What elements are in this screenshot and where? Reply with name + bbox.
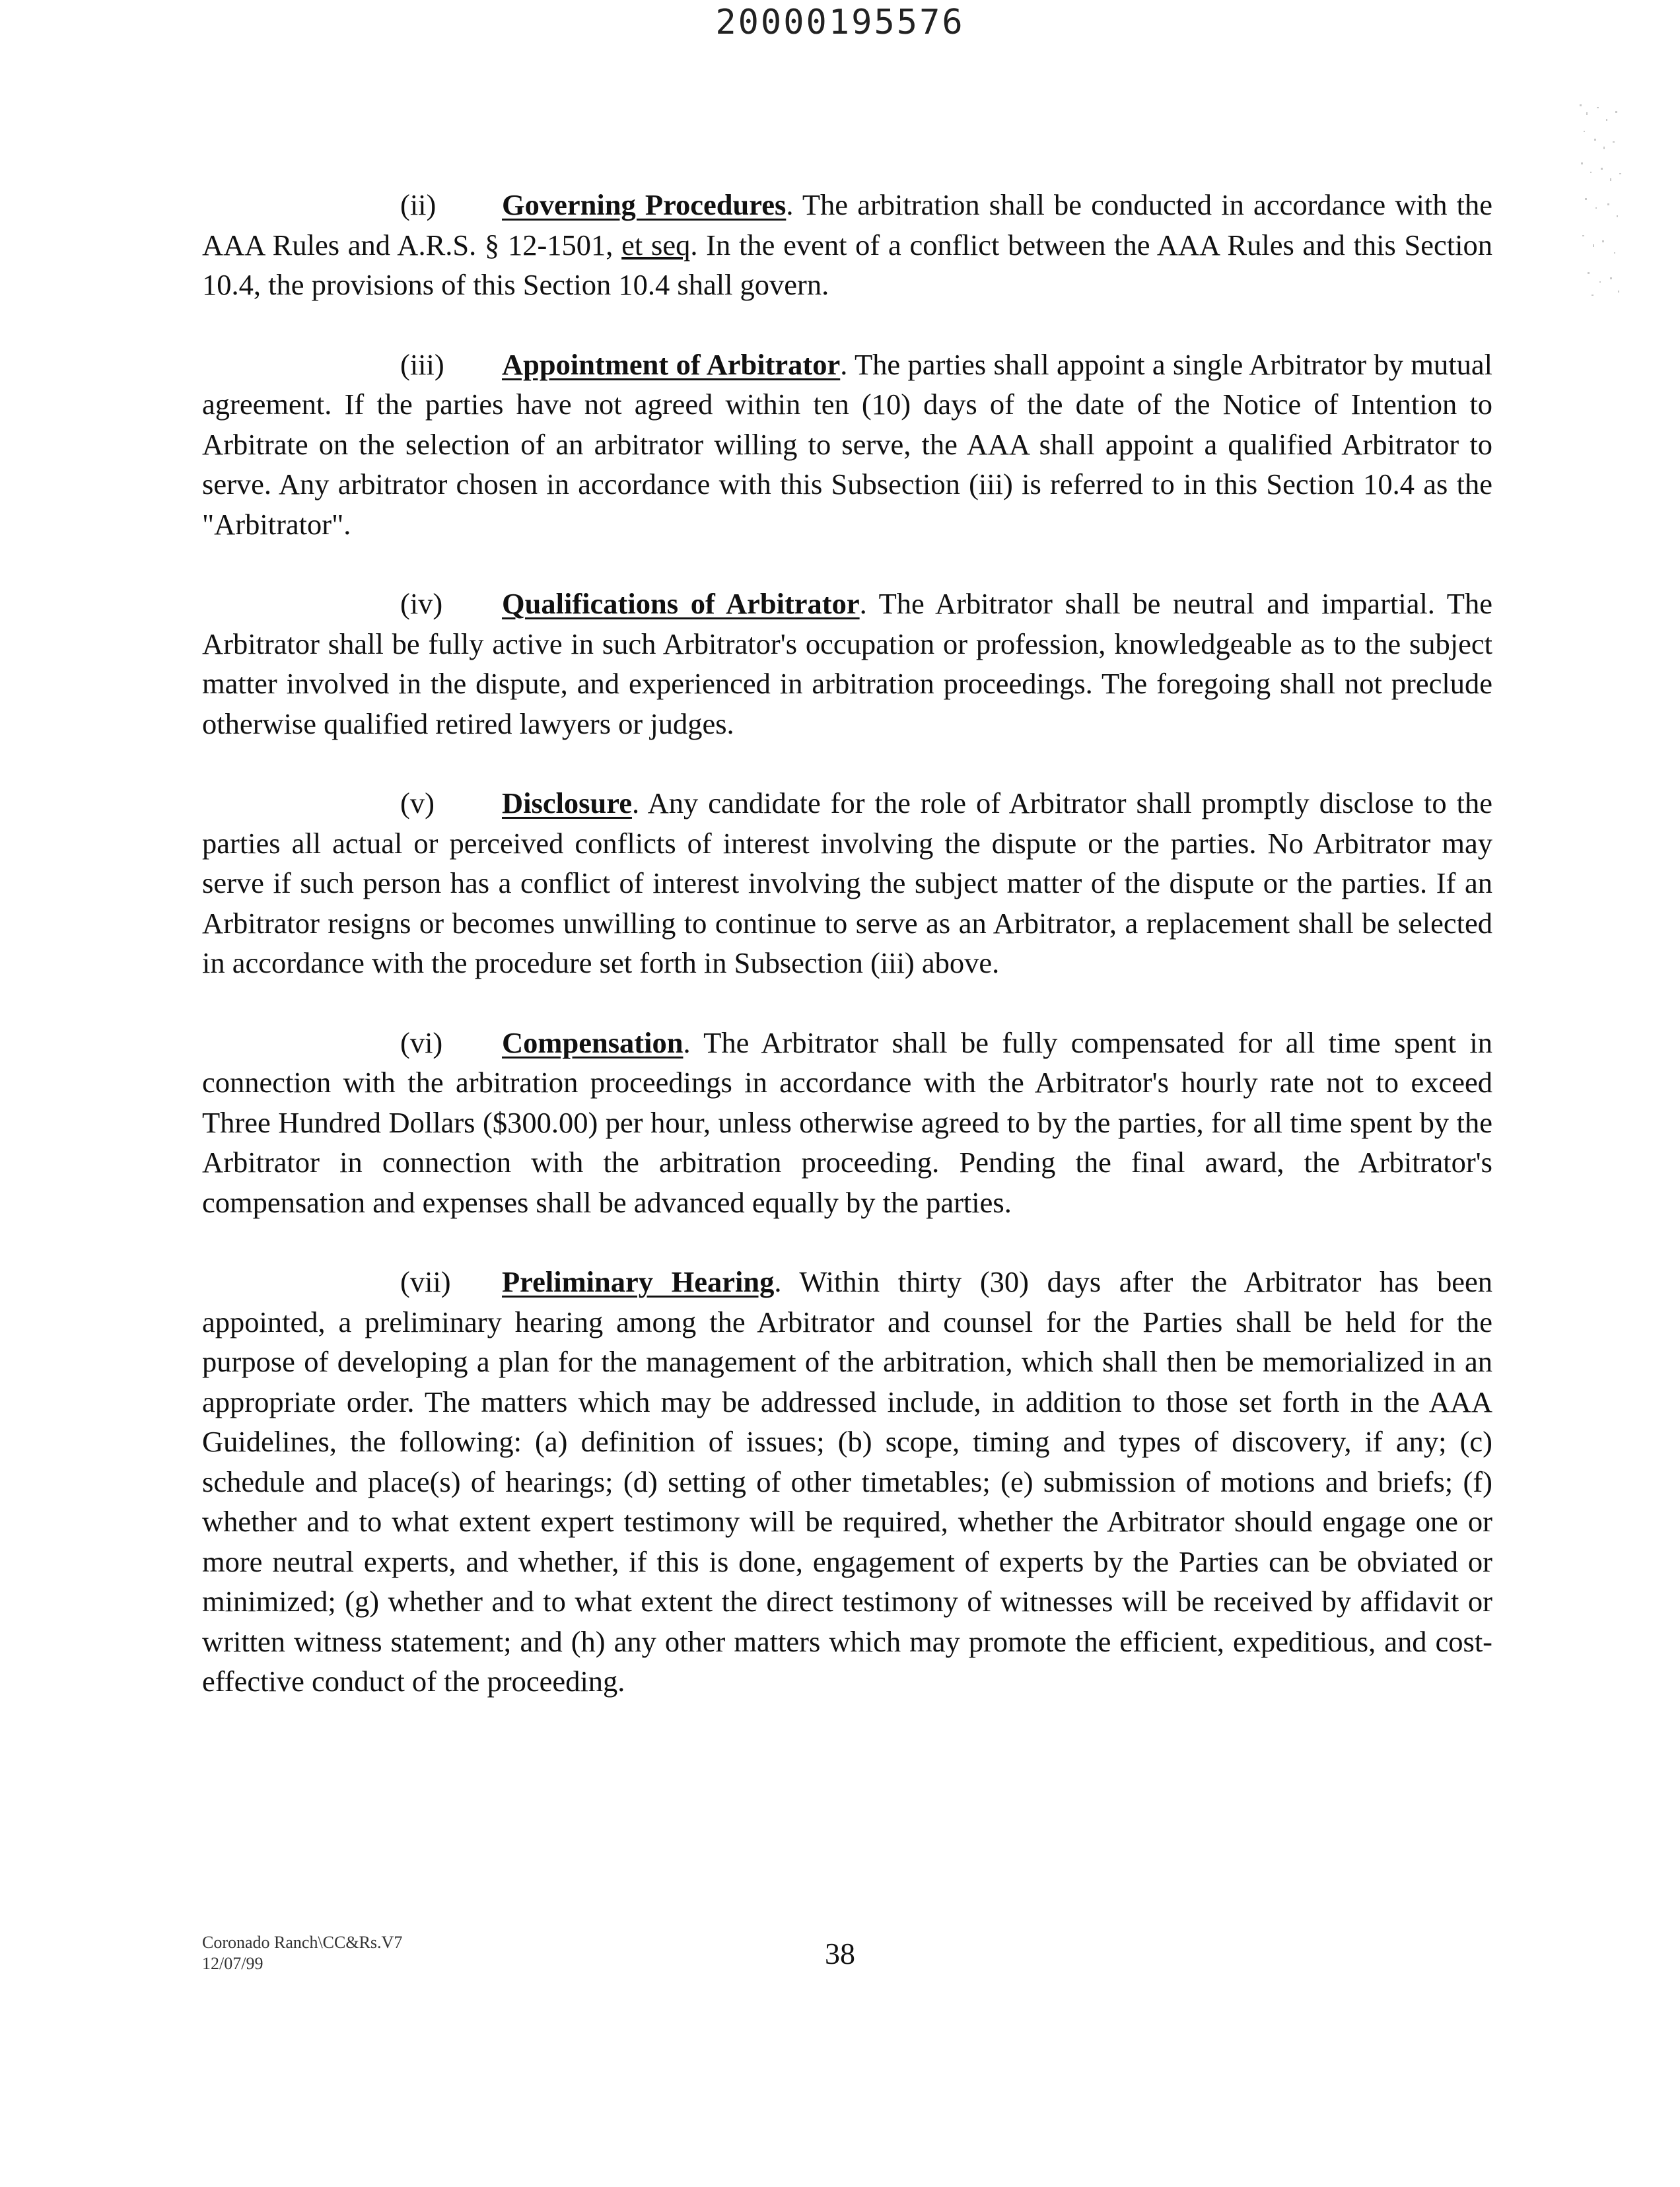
paragraph-compensation (202, 1023, 1492, 1223)
section-heading: Compensation (502, 1025, 683, 1059)
section-heading: Governing Procedures (502, 188, 787, 221)
section-heading: Preliminary Hearing (502, 1265, 775, 1298)
paragraph-number: (vi) (400, 1025, 443, 1059)
paragraph-text: . Any candidate for the role of Arbitrator shall promptly disclose to the parties all actual or perceived conflicts of interest involving the dispute or the parties. No Arbitrator may serve if such person has a conflict of interest involving the subject matter of the dispute or the parties. If an Arbitrator resigns or becomes unwilling to continue to serve as an Arbitrator, a replacement shall be selected in accordance with the procedure set forth in Subsection (iii) above. (202, 786, 1492, 979)
document-body (202, 185, 1492, 1741)
paragraph-text: . The Arbitrator shall be fully compensated for all time spent in connection with the arbitration proceedings in accordance with the Arbitrator's hourly rate not to exceed Three Hundred Dollars ($300.00) per hour, unless otherwise agreed to by the parties, for all time spent by the Arbitrator in connection with the arbitration proceeding. Pending the final award, the Arbitrator's compensation and expenses shall be advanced equally by the parties. (202, 1025, 1492, 1219)
paragraph-disclosure (202, 783, 1492, 983)
scan-noise-artifact (1577, 99, 1625, 304)
section-heading: Disclosure (502, 786, 632, 819)
paragraph-number: (iii) (400, 347, 444, 381)
paragraph-number: (iv) (400, 587, 443, 620)
paragraph-text: . Within thirty (30) days after the Arbitrator has been appointed, a preliminary hearing among the Arbitrator and counsel for the Parties shall be held for the purpose of developing a plan for the management of the arbitration, which shall then be memorialized in an appropriate order. The matters which may be addressed include, in addition to those set forth in the AAA Guidelines, the following: (a) definition of issues; (b) scope, timing and types of discovery, if any; (c) schedule and place(s) of hearings; (d) setting of other timetables; (e) submission of motions and briefs; (f) whether and to what extent expert testimony will be required, whether the Arbitrator should engage one or more neutral experts, and whether, if this is done, engagement of experts by the Parties can be obviated or minimized; (g) whether and to what extent the direct testimony of witnesses will be received by affidavit or written witness statement; and (h) any other matters which may promote the efficient, expeditious, and cost-effective conduct of the proceeding. (202, 1265, 1492, 1698)
paragraph-text: . The arbitration shall be conducted in accordance with the AAA Rules and A.R.S. § 12-1501, (202, 188, 1493, 261)
paragraph-number: (vii) (400, 1265, 451, 1298)
paragraph-number: (v) (400, 786, 435, 819)
document-number: 20000195576 (715, 3, 965, 42)
footer-date: 12/07/99 (202, 1954, 263, 1973)
paragraph-preliminary-hearing (202, 1262, 1492, 1702)
paragraph-text: . In the event of a conflict between the AAA Rules and this Section 10.4, the provisions of this Section 10.4 shall govern. (202, 228, 1493, 301)
paragraph-text: . The Arbitrator shall be neutral and impartial. The Arbitrator shall be fully active in such Arbitrator's occupation or profession, knowledgeable as to the subject matter involved in the dispute, and experienced in arbitration proceedings. The foregoing shall not preclude otherwise qualified retired lawyers or judges. (202, 587, 1492, 740)
paragraph-qualifications-of-arbitrator (202, 584, 1492, 744)
page-number: 38 (825, 1937, 855, 1970)
section-heading: Qualifications of Arbitrator (502, 587, 860, 620)
latin-citation: et seq (621, 228, 691, 261)
section-heading: Appointment of Arbitrator (502, 347, 841, 381)
paragraph-text: . The parties shall appoint a single Arbitrator by mutual agreement. If the parties have not agreed within ten (10) days of the date of the Notice of Intention to Arbitrate on the selection of an arbitrator willing to serve, the AAA shall appoint a qualified Arbitrator to serve. Any arbitrator chosen in accordance with this Subsection (iii) is referred to in this Section 10.4 as the "Arbitrator". (202, 347, 1492, 541)
paragraph-appointment-of-arbitrator (202, 345, 1492, 545)
paragraph-governing-procedures (202, 185, 1492, 305)
paragraph-number: (ii) (400, 188, 437, 221)
footer-file-path: Coronado Ranch\CC&Rs.V7 (202, 1933, 403, 1952)
